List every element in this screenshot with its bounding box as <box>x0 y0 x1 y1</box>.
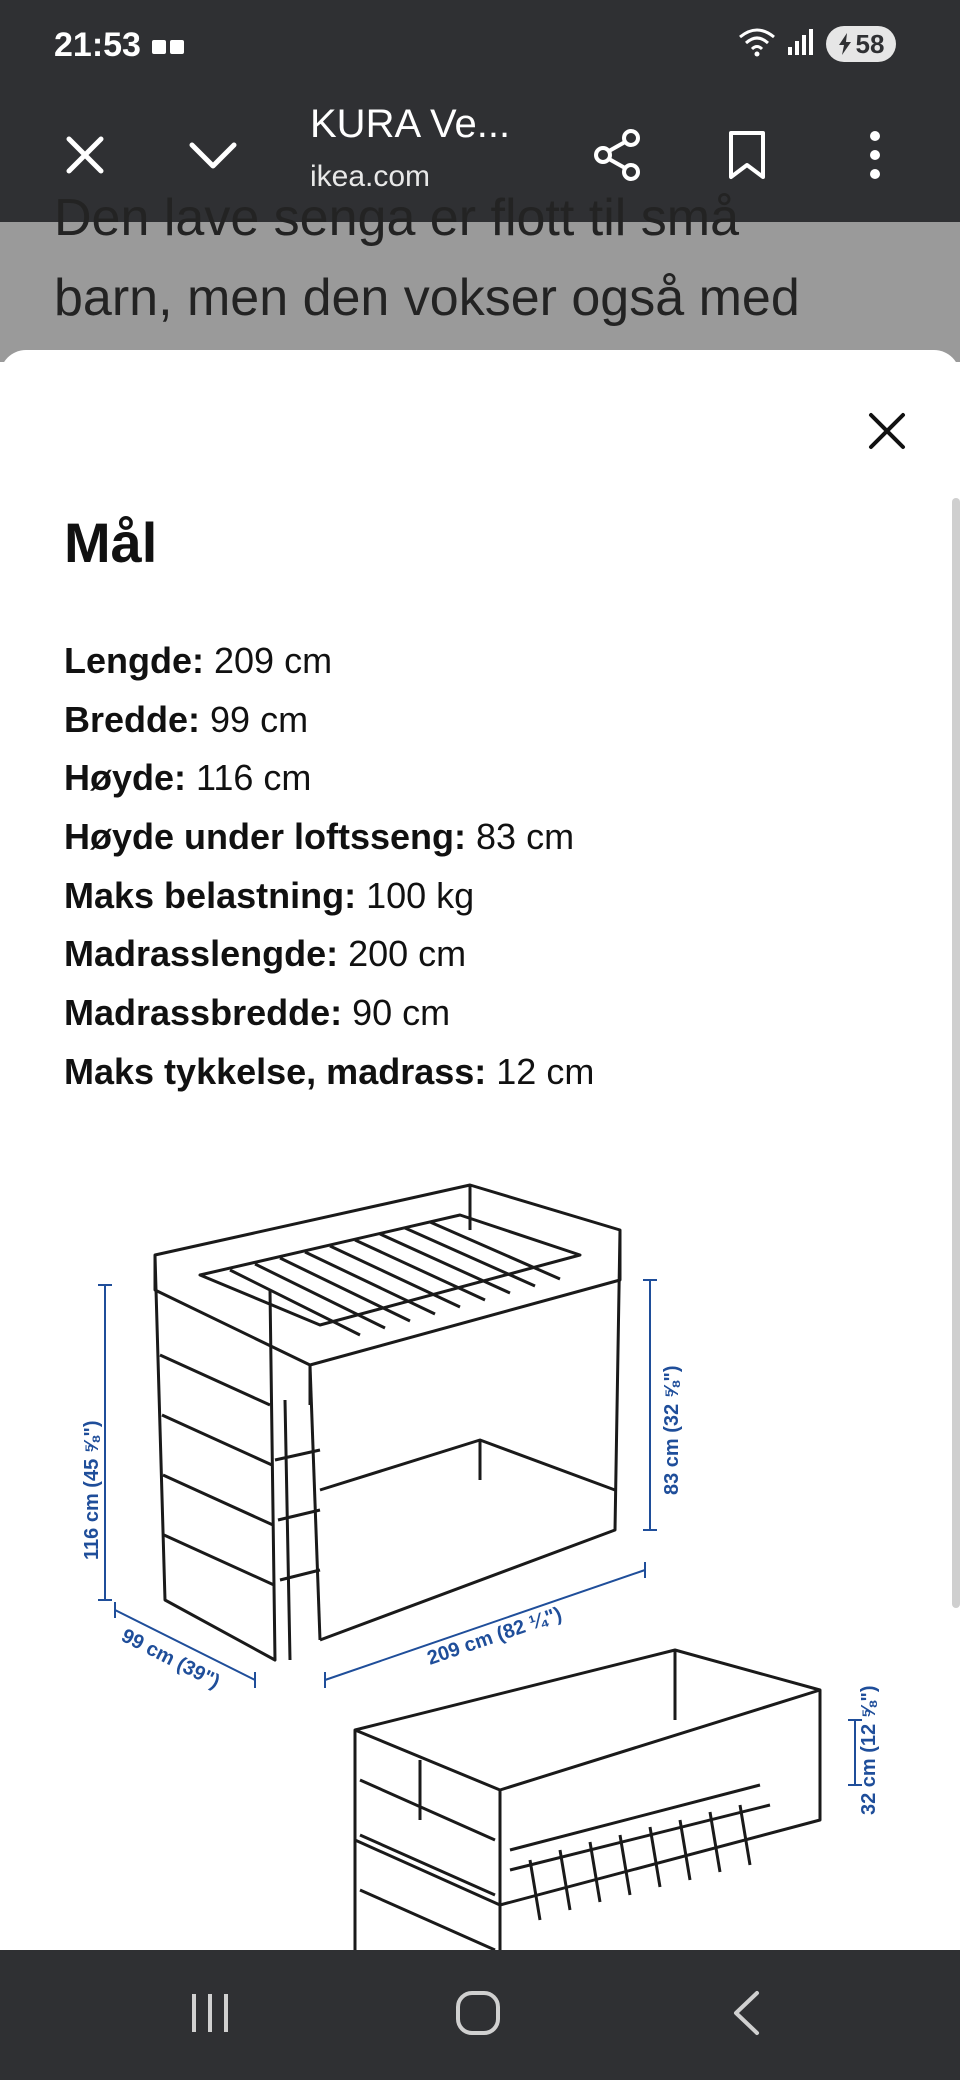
home-icon <box>455 1990 501 2041</box>
bed-dimension-illustration <box>60 1160 900 1950</box>
status-bar <box>0 0 960 92</box>
dimension-label: Maks tykkelse, madrass: <box>64 1050 487 1092</box>
dimension-row <box>64 1043 594 1102</box>
under-height-label: 83 cm (32 ⅝") <box>661 1365 683 1495</box>
share-icon <box>591 128 645 187</box>
close-icon <box>64 134 106 181</box>
close-tab-button[interactable] <box>52 124 118 190</box>
dimension-label: Madrasslengde: <box>64 933 339 975</box>
back-button[interactable] <box>706 1980 786 2050</box>
dimensions-sheet <box>0 350 960 1950</box>
notification-icon <box>150 36 190 61</box>
dimension-value: 116 cm <box>186 757 312 799</box>
dimensions-list <box>64 632 594 1102</box>
dimension-value: 209 cm <box>204 640 333 681</box>
dimension-value: 200 cm <box>338 933 467 975</box>
bookmark-button[interactable] <box>714 124 780 190</box>
sheet-title: Mål <box>64 511 158 574</box>
dimension-row <box>64 808 594 867</box>
status-right <box>738 26 896 62</box>
recent-apps-icon <box>188 1992 232 2039</box>
chevron-down-icon <box>188 140 238 175</box>
dimension-label: Bredde: <box>64 698 201 740</box>
bookmark-icon <box>727 129 767 186</box>
more-vert-icon <box>868 130 882 185</box>
dimension-label: Maks belastning: <box>64 874 357 916</box>
dimension-row <box>64 867 594 926</box>
dimension-row <box>64 691 594 750</box>
dimension-row <box>64 632 594 691</box>
wifi-icon <box>738 27 776 62</box>
dimension-label: Lengde: <box>64 640 204 681</box>
close-icon <box>868 412 906 455</box>
page-title[interactable]: KURA Ve... <box>310 102 511 146</box>
recent-apps-button[interactable] <box>170 1980 250 2050</box>
dimension-value: 12 cm <box>486 1050 595 1092</box>
battery-icon <box>826 26 896 62</box>
signal-icon <box>786 27 816 62</box>
dimension-label: Høyde: <box>64 757 187 799</box>
dimension-label: Høyde under loftsseng: <box>64 816 467 858</box>
close-sheet-button[interactable] <box>852 398 922 468</box>
dimension-row <box>64 925 594 984</box>
back-icon <box>731 1990 761 2041</box>
low-height-label: 32 cm (12 ⅝") <box>858 1685 880 1815</box>
width-label: 99 cm (39") <box>117 1624 224 1694</box>
battery-level: 58 <box>855 28 885 59</box>
minimize-button[interactable] <box>180 124 246 190</box>
system-nav-bar <box>0 1950 960 2080</box>
share-button[interactable] <box>585 124 651 190</box>
dimension-label: Madrassbredde: <box>64 992 343 1034</box>
background-text-line-2: barn, men den vokser også med <box>54 269 800 327</box>
status-time: 21:53 <box>54 26 141 64</box>
dimension-value: 83 cm <box>466 816 575 858</box>
height-label: 116 cm (45 ⅝") <box>81 1420 103 1560</box>
page-url[interactable]: ikea.com <box>310 160 431 193</box>
background-text-line-1: Den lave senga er flott til små <box>54 189 739 247</box>
dimension-value: 90 cm <box>342 992 451 1034</box>
dimension-row <box>64 984 594 1043</box>
scrollbar[interactable] <box>952 498 960 1608</box>
length-label: 209 cm (82 ¼") <box>424 1603 565 1670</box>
background-page <box>0 189 960 362</box>
dimension-row <box>64 749 594 808</box>
home-button[interactable] <box>438 1980 518 2050</box>
dimension-value: 100 kg <box>356 874 475 916</box>
more-options-button[interactable] <box>842 124 908 190</box>
dimension-value: 99 cm <box>200 698 309 740</box>
